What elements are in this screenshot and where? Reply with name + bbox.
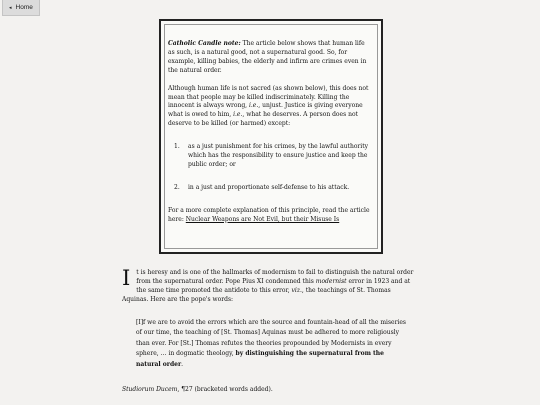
caret-left-icon: ◂ bbox=[9, 5, 12, 11]
citation-title: Studiorum Ducem bbox=[122, 386, 178, 393]
note-p2-ie-2: i.e. bbox=[233, 111, 243, 119]
article-text-a: t is heresy and is one of the hallmarks of modernism to fail to distinguish the natural order from the supernatural order. Pope Pius XI condemned this bbox=[136, 269, 414, 285]
article-body bbox=[122, 268, 418, 304]
note-lead-label: Catholic Candle note: bbox=[168, 40, 241, 47]
quote-text: [I]f we are to avoid the errors which are the source and fountain-head of all the miseries of our time, the teaching of [St. Thomas] Aquinas must be adhered to more religiously than ever. For [St.] Thomas refutes the theories propounded by Modernists in every sphere, … in dogmatic theology, bbox=[136, 319, 407, 358]
note-p2-text-c: , what he deserves. A person does not deserve to be killed (or harmed) except: bbox=[168, 111, 358, 128]
quote-end: . bbox=[181, 360, 184, 368]
article-viz: viz. bbox=[291, 287, 302, 294]
papal-quote bbox=[136, 318, 406, 370]
list-item bbox=[168, 143, 372, 170]
note-lead-text: The article below shows that human life as such, is a natural good, not a supernatural good. So, for example, killing babies, the elderly and infirm are crimes even in the natural order. bbox=[168, 40, 367, 74]
citation bbox=[122, 385, 273, 394]
quote-bold-text: by distinguishing the supernatural from the natural order bbox=[136, 350, 384, 368]
article-text-b: error in 1923 and at the same time promoted the antidote to this error, bbox=[136, 278, 411, 294]
note-more-text: For a more complete explanation of this principle, read the article here: bbox=[168, 206, 370, 223]
nuclear-weapons-article-link[interactable]: Nuclear Weapons are Not Evil, but their Misuse Is bbox=[185, 215, 340, 223]
note-p2-text-b: , unjust. Justice is giving everyone what is owed to him, bbox=[168, 102, 363, 119]
list-item-number: 1. bbox=[174, 143, 180, 151]
note-paragraph-2 bbox=[168, 85, 372, 130]
exception-list bbox=[168, 143, 372, 193]
article-modernist: modernist bbox=[315, 278, 347, 285]
drop-cap: I bbox=[122, 266, 131, 290]
note-more-info bbox=[168, 207, 372, 225]
list-item-text: as a just punishment for his crimes, by the lawful authority which has the responsibility to ensure justice and keep the public order; or bbox=[188, 143, 369, 168]
note-intro bbox=[168, 40, 372, 76]
list-item-number: 2. bbox=[174, 183, 180, 191]
note-p2-text-a: Although human life is not sacred (as shown below), this does not mean that people may be killed indiscriminately. Killing the innocent is always wrong, bbox=[168, 84, 369, 110]
list-item bbox=[168, 184, 372, 193]
article-text-c: , the teachings of St. Thomas Aquinas. Here are the pope's words: bbox=[122, 287, 391, 303]
home-button[interactable] bbox=[2, 0, 40, 16]
article-paragraph bbox=[122, 268, 418, 304]
home-label: Home bbox=[15, 4, 33, 11]
note-p2-ie-1: i.e. bbox=[248, 102, 259, 110]
note-box-inner bbox=[164, 24, 378, 249]
list-item-text: in a just and proportionate self-defense to his attack. bbox=[188, 183, 350, 191]
catholic-candle-note-box bbox=[159, 19, 383, 254]
citation-rest: , ¶27 (bracketed words added). bbox=[177, 386, 273, 393]
